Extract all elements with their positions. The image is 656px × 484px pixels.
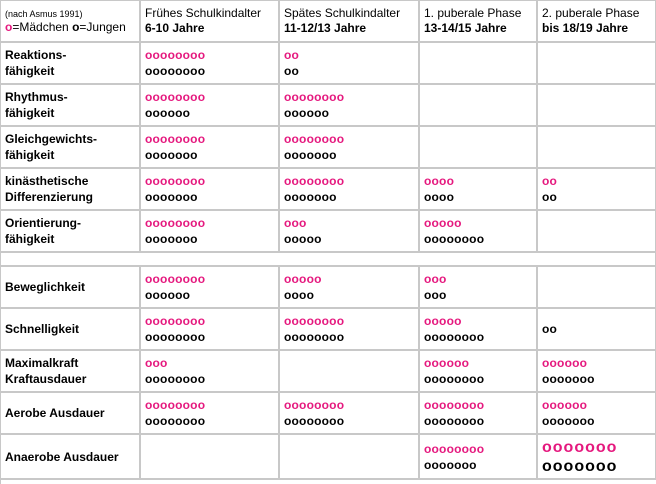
column-header-age: bis 18/19 Jahre [542, 21, 629, 35]
girls-rating: oooooooo [145, 132, 206, 146]
rating-cell [538, 127, 656, 169]
boys-rating: oooooo [145, 106, 191, 120]
rating-cell [420, 267, 538, 309]
row-label-line2: fähigkeit [5, 148, 55, 162]
row-label-line2: fähigkeit [5, 64, 55, 78]
girls-rating: oooooo [424, 356, 470, 370]
row-label-line1: Anaerobe Ausdauer [5, 449, 119, 464]
girls-rating: ooo [145, 356, 168, 370]
boys-rating: ooooooo [542, 457, 618, 475]
row-label [1, 351, 141, 393]
row-label [1, 43, 141, 85]
row-label-line1: Orientierung- [5, 216, 82, 230]
rating-cell [420, 85, 538, 127]
girls-rating: oooooooo [145, 314, 206, 328]
row-label-line1: Reaktions- [5, 48, 67, 62]
boys-rating: oooooooo [424, 330, 485, 344]
row-label-line1: kinästhetische [5, 174, 89, 188]
girls-rating: ooooooo [542, 438, 618, 456]
boys-rating: oooooooo [145, 372, 206, 386]
column-header-title: 1. puberale Phase [424, 6, 522, 20]
boys-rating: oooooooo [424, 232, 485, 246]
boys-rating: ooo [424, 288, 447, 302]
column-header-age: 13-14/15 Jahre [424, 21, 507, 35]
girls-rating: ooooo [284, 272, 322, 286]
rating-cell [141, 85, 280, 127]
boys-rating: oooooo [284, 106, 330, 120]
row-label-line1: Aerobe Ausdauer [5, 406, 105, 420]
rating-cell [538, 43, 656, 85]
rating-cell [538, 435, 656, 480]
boys-rating: oooooooo [284, 414, 345, 428]
boys-rating: oooooooo [145, 330, 206, 344]
boys-rating: oooooo [145, 288, 191, 302]
row-label-line1: Rhythmus- [5, 90, 68, 104]
girls-rating: oooooooo [145, 272, 206, 286]
source-note: (nach Asmus 1991) [5, 8, 83, 19]
rating-cell [141, 393, 280, 435]
girls-rating: ooooo [424, 216, 462, 230]
girls-rating: oooooooo [284, 132, 345, 146]
rating-cell [420, 169, 538, 211]
girls-rating: ooo [424, 272, 447, 286]
girls-rating: oo [542, 174, 558, 188]
rating-cell [141, 127, 280, 169]
boys-rating: oooooooo [145, 64, 206, 78]
row-label-line2: Kraftausdauer [5, 372, 87, 386]
girls-rating: oooooooo [284, 398, 345, 412]
girls-rating: oooooooo [284, 174, 345, 188]
girls-legend-text: =Mädchen [12, 19, 73, 34]
row-label-line2: fähigkeit [5, 106, 55, 120]
rating-cell [420, 309, 538, 351]
rating-cell [280, 351, 420, 393]
boys-rating: oo [542, 322, 558, 336]
rating-cell [280, 43, 420, 85]
rating-cell [420, 43, 538, 85]
rating-cell [538, 393, 656, 435]
rating-cell [420, 127, 538, 169]
column-header-age: 11-12/13 Jahre [284, 21, 367, 35]
rating-cell [420, 211, 538, 253]
column-header [280, 1, 420, 43]
boys-rating: ooooooo [145, 232, 198, 246]
boys-rating: ooooooo [284, 148, 337, 162]
rating-cell [538, 351, 656, 393]
boys-rating: ooooooo [542, 414, 595, 428]
girls-rating: ooooo [424, 314, 462, 328]
rating-cell [538, 211, 656, 253]
boys-legend-text: =Jungen [79, 19, 126, 34]
girls-rating: oooooooo [145, 48, 206, 62]
girls-rating: oooooo [542, 398, 588, 412]
boys-rating: oooooooo [424, 414, 485, 428]
boys-rating: ooooooo [145, 148, 198, 162]
boys-rating: oo [284, 64, 300, 78]
row-label-line1: Schnelligkeit [5, 322, 80, 336]
section-separator [1, 253, 656, 267]
girls-rating: oooooooo [145, 174, 206, 188]
girls-rating: oo [284, 48, 300, 62]
boys-rating: oooo [424, 190, 455, 204]
column-header [141, 1, 280, 43]
rating-cell [280, 127, 420, 169]
rating-cell [280, 85, 420, 127]
girls-marker: o [5, 19, 13, 34]
rating-cell [141, 351, 280, 393]
rating-cell [141, 435, 280, 480]
row-label [1, 85, 141, 127]
rating-cell [538, 169, 656, 211]
rating-cell [141, 169, 280, 211]
row-label [1, 393, 141, 435]
row-label [1, 127, 141, 169]
row-label [1, 309, 141, 351]
legend [5, 20, 135, 35]
rating-cell [280, 393, 420, 435]
rating-cell [538, 309, 656, 351]
column-header-title: Frühes Schulkindalter [145, 6, 262, 20]
rating-cell [280, 267, 420, 309]
girls-rating: oooooooo [145, 216, 206, 230]
rating-cell [141, 309, 280, 351]
boys-marker: o [72, 19, 80, 34]
rating-cell [420, 351, 538, 393]
girls-rating: oooooooo [284, 314, 345, 328]
rating-cell [280, 309, 420, 351]
rating-cell [280, 169, 420, 211]
column-header [538, 1, 656, 43]
girls-rating: oooooooo [145, 90, 206, 104]
column-header-age: 6-10 Jahre [145, 21, 205, 35]
boys-rating: oooooooo [145, 414, 206, 428]
girls-rating: oooooooo [424, 441, 485, 456]
boys-rating: ooooooo [145, 190, 198, 204]
boys-rating: oooo [284, 288, 315, 302]
girls-rating: oooooooo [424, 398, 485, 412]
row-label [1, 435, 141, 480]
column-header-title: 2. puberale Phase [542, 6, 640, 20]
rating-cell [420, 435, 538, 480]
row-label-line1: Beweglichkeit [5, 280, 86, 294]
girls-rating: oooooo [542, 356, 588, 370]
row-label-line1: Maximalkraft [5, 356, 79, 370]
girls-rating: oooooooo [145, 398, 206, 412]
boys-rating: ooooo [284, 232, 322, 246]
boys-rating: ooooooo [284, 190, 337, 204]
rating-cell [280, 435, 420, 480]
boys-rating: ooooooo [542, 372, 595, 386]
column-header-title: Spätes Schulkindalter [284, 6, 401, 20]
row-label-line1: Gleichgewichts- [5, 132, 98, 146]
rating-cell [538, 85, 656, 127]
girls-rating: oooooooo [284, 90, 345, 104]
row-label-line2: fähigkeit [5, 232, 55, 246]
column-header [420, 1, 538, 43]
row-label-line2: Differenzierung [5, 190, 94, 204]
rating-cell [538, 267, 656, 309]
girls-rating: oooo [424, 174, 455, 188]
header-legend-cell [1, 1, 141, 43]
rating-cell [141, 43, 280, 85]
boys-rating: oooooooo [284, 330, 345, 344]
girls-rating: ooo [284, 216, 307, 230]
boys-rating: ooooooo [424, 457, 477, 472]
boys-rating: oooooooo [424, 372, 485, 386]
row-label [1, 267, 141, 309]
row-label [1, 211, 141, 253]
rating-cell [141, 211, 280, 253]
rating-cell [141, 267, 280, 309]
rating-cell [420, 393, 538, 435]
rating-cell [280, 211, 420, 253]
row-label [1, 169, 141, 211]
boys-rating: oo [542, 190, 558, 204]
